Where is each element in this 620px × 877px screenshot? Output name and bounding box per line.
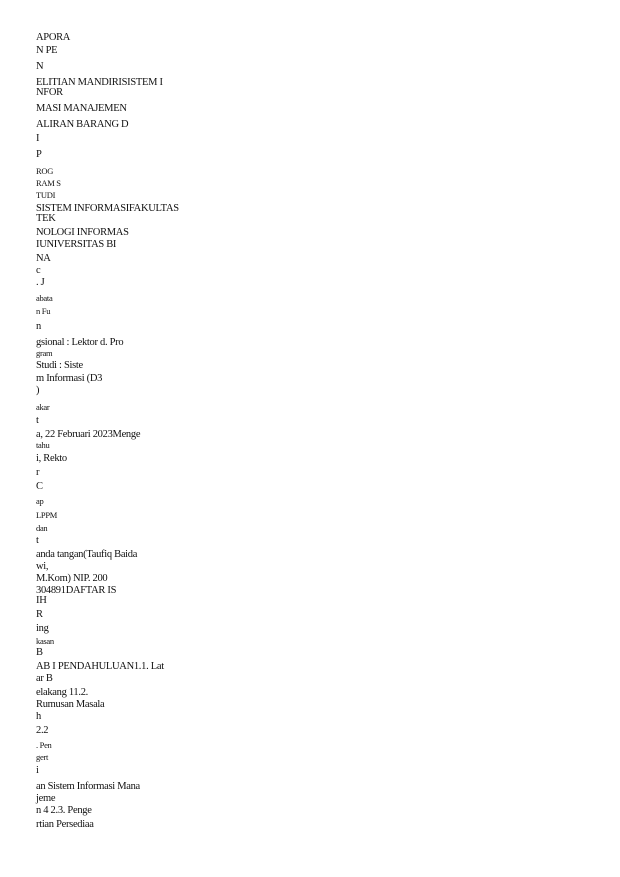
text-line: c [36,265,41,276]
text-line: m Informasi (D3 [36,373,103,384]
text-line: ar B [36,673,53,684]
text-line: NA [36,253,51,264]
text-line: P [36,149,42,160]
text-line: anda tangan(Taufiq Baida [36,549,138,560]
text-line: wi, [36,561,49,572]
text-line: elakang 11.2. [36,687,88,698]
text-line: jeme [36,793,56,804]
text-line: N PE [36,45,58,56]
document-body [36,33,596,830]
text-line: NOLOGI INFORMAS [36,227,129,238]
text-line: kasan [36,636,54,646]
text-line: ROG [36,166,54,176]
text-line: dan [36,523,48,533]
text-line: h [36,711,41,722]
text-line: N [36,61,44,72]
text-line: gert [36,752,49,762]
text-line: SISTEM INFORMASIFAKULTAS [36,203,179,214]
text-line: i, Rekto [36,453,67,464]
text-line: IH [36,595,47,606]
text-line: . Pen [36,740,52,750]
text-line: ELITIAN MANDIRISISTEM I [36,77,163,88]
text-line: abata [36,293,53,303]
text-line: gram [36,348,53,358]
text-line: n Fu [36,306,51,316]
text-line: C [36,481,43,492]
text-line: Rumusan Masala [36,699,105,710]
text-line: n [36,321,41,332]
text-line: rtian Persediaa [36,819,94,830]
text-line: NFOR [36,87,63,98]
text-line: tahu [36,440,50,450]
text-line: 304891DAFTAR IS [36,585,117,596]
text-line: t [36,535,39,546]
text-line: AB I PENDAHULUAN1.1. Lat [36,661,164,672]
text-line: ing [36,623,49,634]
text-line: RAM S [36,178,61,188]
text-line: MASI MANAJEMEN [36,103,127,114]
text-line: ) [36,385,40,396]
text-line: LPPM [36,510,58,520]
text-line: TEK [36,213,56,224]
text-line: ALIRAN BARANG D [36,119,129,130]
document-page [36,33,596,830]
text-line: I [36,133,40,144]
text-line: B [36,647,43,658]
text-line: IUNIVERSITAS BI [36,239,117,250]
text-line: . J [36,277,45,288]
text-line: gsional : Lektor d. Pro [36,337,124,348]
text-line: TUDI [36,190,56,200]
text-line: akar [36,402,50,412]
text-line: R [36,609,43,620]
text-line: i [36,765,39,776]
text-line: 2.2 [36,725,49,736]
text-line: an Sistem Informasi Mana [36,781,140,792]
text-line: ap [36,496,44,506]
text-line: APORA [36,32,71,43]
text-line: r [36,467,40,478]
text-line: Studi : Siste [36,360,83,371]
text-line: a, 22 Februari 2023Menge [36,429,141,440]
text-line: n 4 2.3. Penge [36,805,92,816]
text-line: t [36,415,39,426]
text-line: M.Kom) NIP. 200 [36,573,108,584]
